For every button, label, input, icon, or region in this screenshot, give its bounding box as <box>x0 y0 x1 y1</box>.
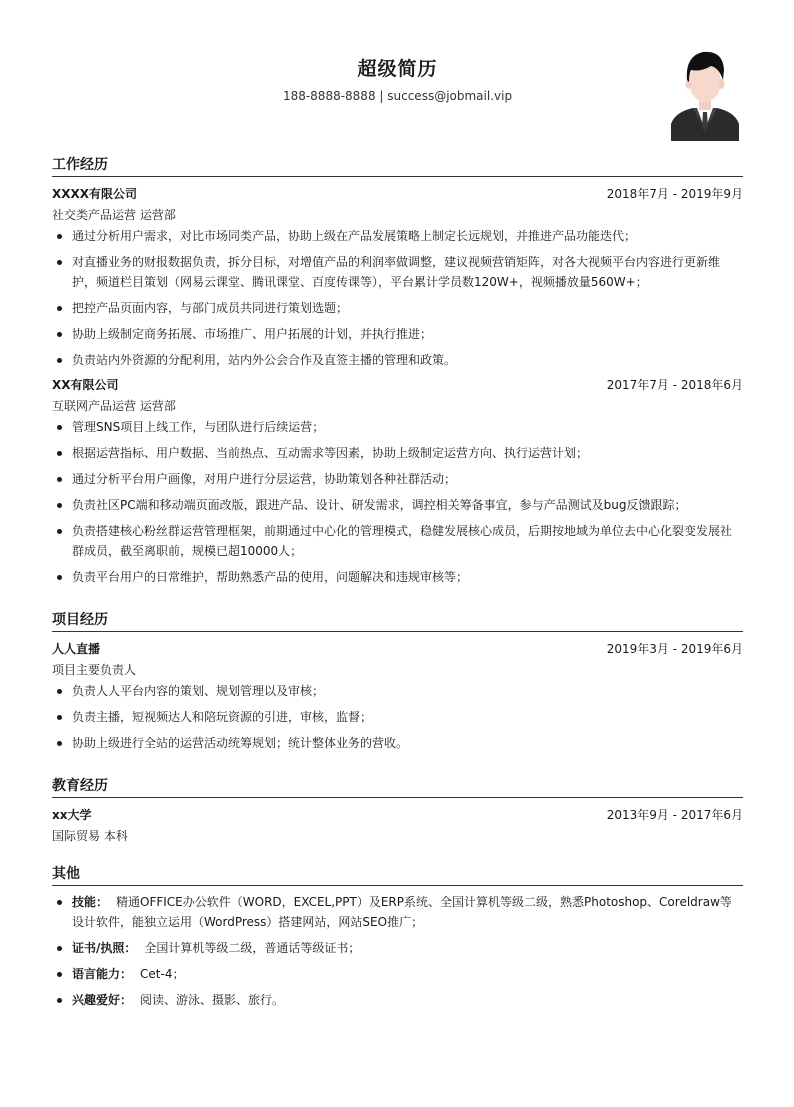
work-entry <box>52 185 743 370</box>
project-entry <box>52 640 743 753</box>
date-range: 2018年7月 - 2019年9月 <box>606 187 743 201</box>
job-role: 互联网产品运营 运营部 <box>52 399 176 413</box>
education-section <box>52 769 743 843</box>
date-range: 2017年7月 - 2018年6月 <box>606 378 743 392</box>
language-label: 语言能力： <box>72 967 133 981</box>
resume-page <box>52 0 743 1016</box>
certificates-label: 证书/执照： <box>72 941 137 955</box>
job-role: 社交类产品运营 运营部 <box>52 208 176 222</box>
section-title-project: 项目经历 <box>52 603 743 632</box>
date-range: 2019年3月 - 2019年6月 <box>606 642 743 656</box>
section-title-education: 教育经历 <box>52 769 743 798</box>
skills-label: 技能： <box>72 895 109 909</box>
degree-major: 国际贸易 本科 <box>52 829 128 843</box>
hobbies-text: 阅读、游泳、摄影、旅行。 <box>140 993 285 1007</box>
list-item: 负责站内外资源的分配利用，站内外公会合作及直签主播的管理和政策。 <box>52 350 743 370</box>
project-experience-section <box>52 603 743 753</box>
list-item: 通过分析用户需求，对比市场同类产品，协助上级在产品发展策略上制定长远规划，并推进产品功能迭代； <box>52 226 743 246</box>
candidate-name: 超级简历 <box>357 58 438 80</box>
list-item: 对直播业务的财报数据负责，拆分目标，对增值产品的利润率做调整，建议视频营销矩阵，对各大视频平台内容进行更新维护，频道栏目策划（网易云课堂、腾讯课堂、百度传课等），平台累计学员数120W+，视频播放量560W+； <box>52 252 743 292</box>
section-title-other: 其他 <box>52 857 743 886</box>
other-section <box>52 857 743 1010</box>
company-name: XX有限公司 <box>52 378 119 392</box>
list-item: 协助上级进行全站的运营活动统筹规划；统计整体业务的营收。 <box>52 733 743 753</box>
list-item: 负责主播，短视频达人和陪玩资源的引进，审核，监督； <box>52 707 743 727</box>
list-item: 通过分析平台用户画像，对用户进行分层运营，协助策划各种社群活动； <box>52 469 743 489</box>
list-item: 负责社区PC端和移动端页面改版，跟进产品、设计、研发需求，调控相关筹备事宜，参与产品测试及bug反馈跟踪； <box>52 495 743 515</box>
work-experience-section <box>52 148 743 587</box>
list-item <box>52 892 743 932</box>
language-text: Cet-4； <box>140 967 185 981</box>
list-item <box>52 990 743 1010</box>
resume-header <box>52 0 743 148</box>
education-entry <box>52 806 743 843</box>
list-item: 管理SNS项目上线工作，与团队进行后续运营； <box>52 417 743 437</box>
certificates-text: 全国计算机等级二级，普通话等级证书； <box>144 941 361 955</box>
contact-info: 188-8888-8888 | success@jobmail.vip <box>282 89 513 103</box>
work-entry <box>52 376 743 587</box>
project-name: 人人直播 <box>52 642 101 656</box>
list-item: 把控产品页面内容，与部门成员共同进行策划选题； <box>52 298 743 318</box>
list-item: 负责人人平台内容的策划、规划管理以及审核； <box>52 681 743 701</box>
list-item <box>52 938 743 958</box>
company-name: XXXX有限公司 <box>52 187 138 201</box>
hobbies-label: 兴趣爱好： <box>72 993 133 1007</box>
date-range: 2013年9月 - 2017年6月 <box>606 808 743 822</box>
person-avatar-icon <box>671 46 739 141</box>
school-name: xx大学 <box>52 808 92 822</box>
section-title-work: 工作经历 <box>52 148 743 177</box>
list-item: 负责搭建核心粉丝群运营管理框架，前期通过中心化的管理模式，稳健发展核心成员，后期按地域为单位去中心化裂变发展社群成员，截至离职前，规模已超10000人； <box>52 521 743 561</box>
list-item: 协助上级制定商务拓展、市场推广、用户拓展的计划，并执行推进； <box>52 324 743 344</box>
list-item <box>52 964 743 984</box>
list-item: 根据运营指标、用户数据、当前热点、互动需求等因素，协助上级制定运营方向、执行运营计划； <box>52 443 743 463</box>
list-item: 负责平台用户的日常维护，帮助熟悉产品的使用，问题解决和违规审核等； <box>52 567 743 587</box>
project-role: 项目主要负责人 <box>52 663 137 677</box>
skills-text: 精通OFFICE办公软件（WORD，EXCEL,PPT）及ERP系统、全国计算机等级二级，熟悉Photoshop、Coreldraw等设计软件，能独立运用（WordPress）搭建网站，网站SEO推广； <box>72 895 732 929</box>
